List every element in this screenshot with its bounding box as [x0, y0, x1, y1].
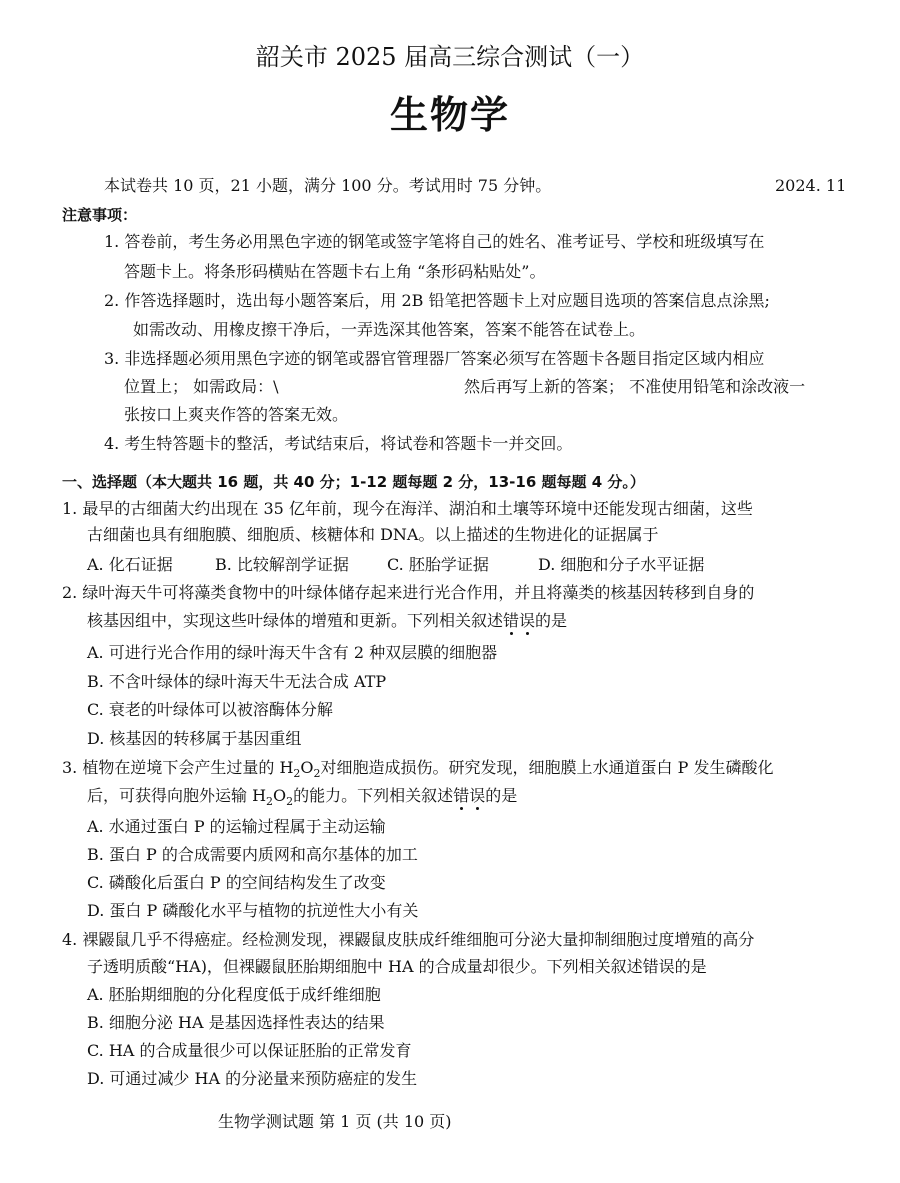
q1-option-d: D. 细胞和分子水平证据 [538, 555, 705, 574]
q4-option-d: D. 可通过减少 HA 的分泌量来预防癌症的发生 [87, 1069, 418, 1088]
subject-title: 生物学 [389, 93, 510, 137]
q3-option-d: D. 蛋白 P 磷酸化水平与植物的抗逆性大小有关 [87, 901, 419, 920]
notice-item-3-line-1: 3. 非选择题必须用黑色字迹的钢笔或器官管理器厂答案必须写在答题卡各题目指定区域内相应 [104, 349, 765, 368]
notice-item-1-line-2: 答题卡上。将条形码横贴在答题卡右上角 “条形码粘贴处”。 [124, 262, 546, 281]
q2-option-b: B. 不含叶绿体的绿叶海天牛无法合成 ATP [87, 672, 387, 691]
q4-stem-line-1: 4. 裸鼹鼠几乎不得癌症。经检测发现，裸鼹鼠皮肤成纤维细胞可分泌大量抑制细胞过度增殖的高分 [62, 930, 755, 949]
q4-option-c: C. HA 的合成量很少可以保证胚胎的正常发育 [87, 1041, 412, 1060]
notice-item-4: 4. 考生特答题卡的整活，考试结束后，将试卷和答题卡一并交回。 [104, 434, 573, 453]
q3-stem-line-1: 3. 植物在逆境下会产生过量的 $H_2O_2$对细胞造成损伤。研究发现，细胞膜上水通道蛋白 P 发生磷酸化 [62, 758, 774, 781]
q3-option-a: A. 水通过蛋白 P 的运输过程属于主动运输 [87, 817, 386, 836]
q4-option-a: A. 胚胎期细胞的分化程度低于成纤维细胞 [87, 985, 381, 1004]
notice-item-2-line-2: 如需改动、用橡皮擦干净后，一弄选深其他答案，答案不能答在试卷上。 [133, 320, 646, 339]
q2-option-d: D. 核基因的转移属于基因重组 [87, 729, 302, 748]
exam-date: 2024. 11 [775, 176, 847, 195]
section-heading: 一、选择题（本大题共 16 题，共 40 分；1-12 题每题 2 分，13-16 题每题 4 分。） [62, 473, 645, 491]
q3-stem-line-2: 后，可获得向胞外运输 $H_2O_2$的能力。下列相关叙述错误的是 [87, 786, 518, 809]
exam-title: 韶关市 2025 届高三综合测试（一） [255, 43, 645, 71]
q3-option-c: C. 磷酸化后蛋白 P 的空间结构发生了改变 [87, 873, 386, 892]
notice-item-1-line-1: 1. 答卷前，考生务必用黑色字迹的钢笔或签字笔将自己的姓名、准考证号、学校和班级填写在 [104, 232, 765, 251]
q2-option-a: A. 可进行光合作用的绿叶海天牛含有 2 种双层膜的细胞器 [87, 643, 498, 662]
q1-option-a: A. 化石证据 [87, 555, 173, 574]
q1-option-b: B. 比较解剖学证据 [215, 555, 349, 574]
q2-option-c: C. 衰老的叶绿体可以被溶酶体分解 [87, 700, 333, 719]
exam-intro: 本试卷共 10 页，21 小题，满分 100 分。考试用时 75 分钟。 [104, 176, 552, 195]
q4-option-b: B. 细胞分泌 HA 是基因选择性表达的结果 [87, 1013, 385, 1032]
q1-stem-line-1: 1. 最早的古细菌大约出现在 35 亿年前，现今在海洋、湖泊和土壤等环境中还能发现古细菌，这些 [62, 499, 753, 518]
notice-item-3-line-3: 张按口上爽夹作答的答案无效。 [124, 405, 349, 424]
q2-stem-line-1: 2. 绿叶海天牛可将藻类食物中的叶绿体储存起来进行光合作用，并且将藻类的核基因转移到自身的 [62, 583, 755, 602]
notice-heading: 注意事项： [62, 206, 138, 224]
q2-stem-line-2: 核基因组中，实现这些叶绿体的增殖和更新。下列相关叙述错误的是 [87, 611, 568, 630]
q4-stem-line-2: 子透明质酸“HA)，但裸鼹鼠胚胎期细胞中 HA 的合成量却很少。下列相关叙述错误的是 [87, 957, 707, 976]
q1-option-c: C. 胚胎学证据 [387, 555, 489, 574]
notice-item-3-line-2b: 然后再写上新的答案； 不准使用铅笔和涂改液一 [464, 377, 806, 396]
notice-item-3-line-2a: 位置上； 如需政局：\ [124, 377, 279, 396]
page-footer: 生物学测试题 第 1 页 (共 10 页) [218, 1112, 452, 1131]
notice-item-2-line-1: 2. 作答选择题时，选出每小题答案后，用 2B 铅笔把答题卡上对应题目选项的答案信息点涂黑; [104, 291, 770, 310]
q1-stem-line-2: 古细菌也具有细胞膜、细胞质、核糖体和 DNA。以上描述的生物进化的证据属于 [87, 525, 659, 544]
q3-option-b: B. 蛋白 P 的合成需要内质网和高尔基体的加工 [87, 845, 418, 864]
